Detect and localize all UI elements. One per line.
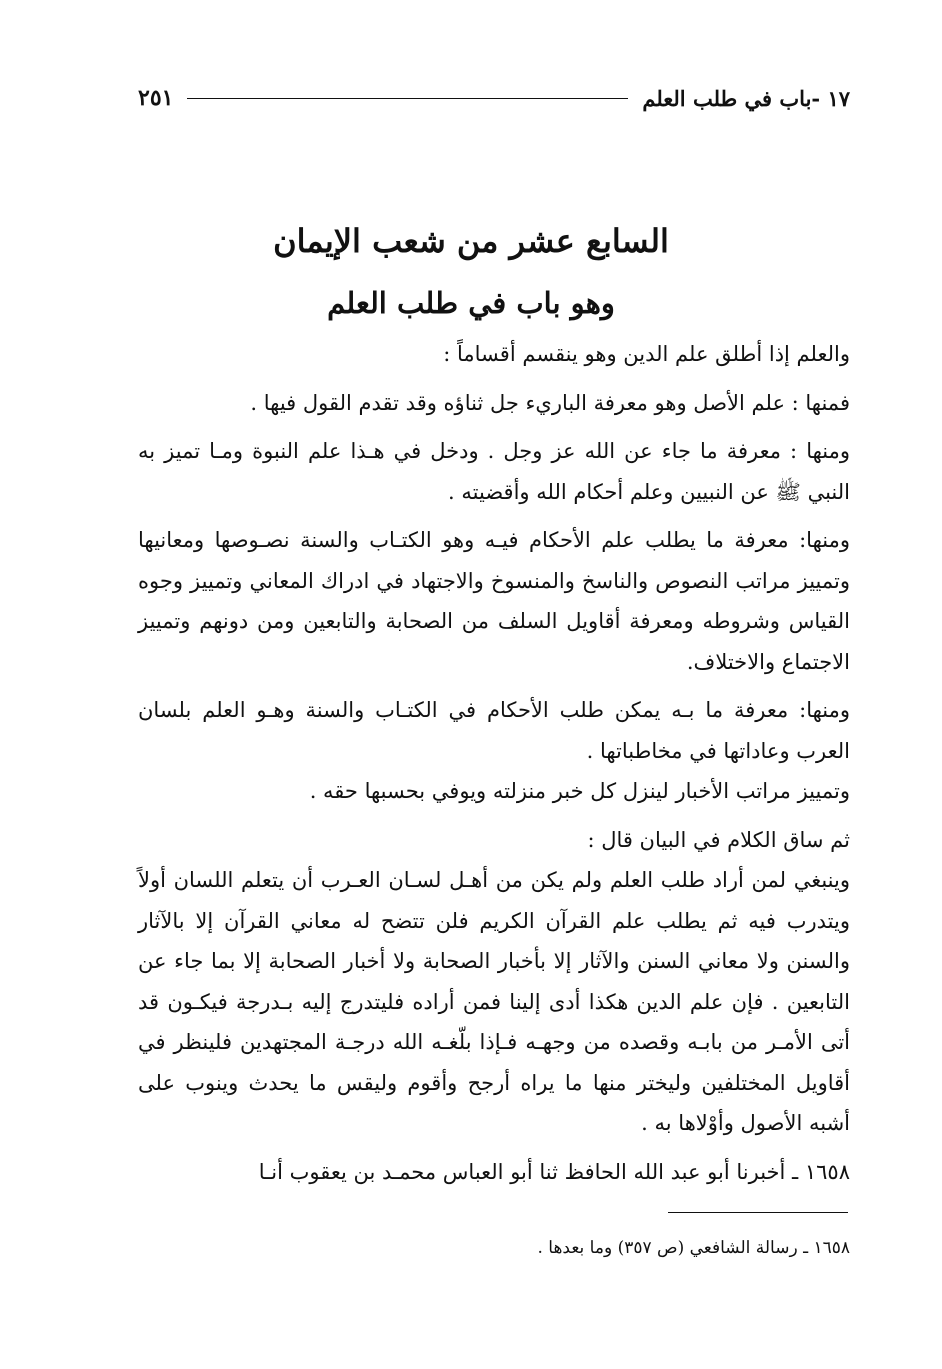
paragraph-bayan-intro: ثم ساق الكلام في البيان قال : bbox=[587, 827, 850, 852]
paragraph-intro: والعلم إذا أطلق علم الدين وهو ينقسم أقساماً : bbox=[443, 342, 850, 366]
paragraph-bayan-quote: وينبغي لمن أراد طلب العلم ولم يكن من أهـل لسـان العـرب أن يتعلم اللسان أولاً ويتدرب فيه ثم يطلب علم القرآن الكريم فلن تتضح له معاني القرآن إلا بالآثار والسنن ولا معاني السنن والآثار إلا بأخبار الصحابة ولا أخبار الصحابة إلا بما جاء عن التابعين . فإن علم الدين هكذا أدى إلينا فمن أراده فليتدرج إليه بـدرجة فيكـون قد أتى الأمـر من بابـه وقصده من وجهـه فـإذا بلّغـه الله درجـة المجتهدين فلينظر في أقاويل المختلفين وليختر منها ما يراه أرجح وأقوم وليقس ما يحدث وينوب على أشبه الأصول وأوْلاها به . bbox=[138, 868, 850, 1135]
paragraph-section-1: فمنها : علم الأصل وهو معرفة الباريء جل ثناؤه وقد تقدم القول فيها . bbox=[250, 390, 850, 415]
paragraph-section-3: ومنها: معرفة ما يطلب علم الأحكام فيـه وهو الكتـاب والسنة نصـوصها ومعانيها وتمييز مراتب النصوص والناسخ والمنسوخ والاجتهاد في ادراك المعاني وتمييز وجوه القياس وشروطه ومعرفة أقاويل السلف من الصحابة والتابعين ومن دونهم وتمييز الاجتماع والاختلاف. bbox=[138, 528, 850, 674]
page-number: ٢٥١ bbox=[138, 85, 174, 111]
paragraph-hadith-1658: ١٦٥٨ ـ أخبرنا أبو عبد الله الحافظ ثنا أبو العباس محمـد بن يعقوب أنـا bbox=[258, 1159, 850, 1184]
running-header bbox=[138, 78, 850, 118]
chapter-title: السابع عشر من شعب الإيمان bbox=[273, 222, 669, 260]
header-divider bbox=[187, 98, 628, 99]
paragraph-section-5: وتمييز مراتب الأخبار لينزل كل خبر منزلته ويوفي بحسبها حقه . bbox=[309, 779, 850, 803]
chapter-subtitle: وهو باب في طلب العلم bbox=[327, 286, 615, 320]
footnote-divider bbox=[668, 1212, 848, 1213]
paragraph-section-2: ومنها : معرفة ما جاء عن الله عز وجل . ودخل في هـذا علم النبوة ومـا تميز به النبي ﷺ عن النبيين وعلم أحكام الله وأقضيته . bbox=[138, 439, 850, 504]
footnote: ١٦٥٨ ـ رسالة الشافعي (ص ٣٥٧) وما بعدها . bbox=[537, 1238, 850, 1258]
body-text bbox=[138, 334, 850, 1192]
chapter-running-title: ١٧ -باب في طلب العلم bbox=[642, 85, 850, 111]
paragraph-section-4: ومنها: معرفة ما بـه يمكن طلب الأحكام في الكتـاب والسنة وهـو العلم بلسان العرب وعاداتها في مخاطباتها . bbox=[138, 698, 850, 763]
